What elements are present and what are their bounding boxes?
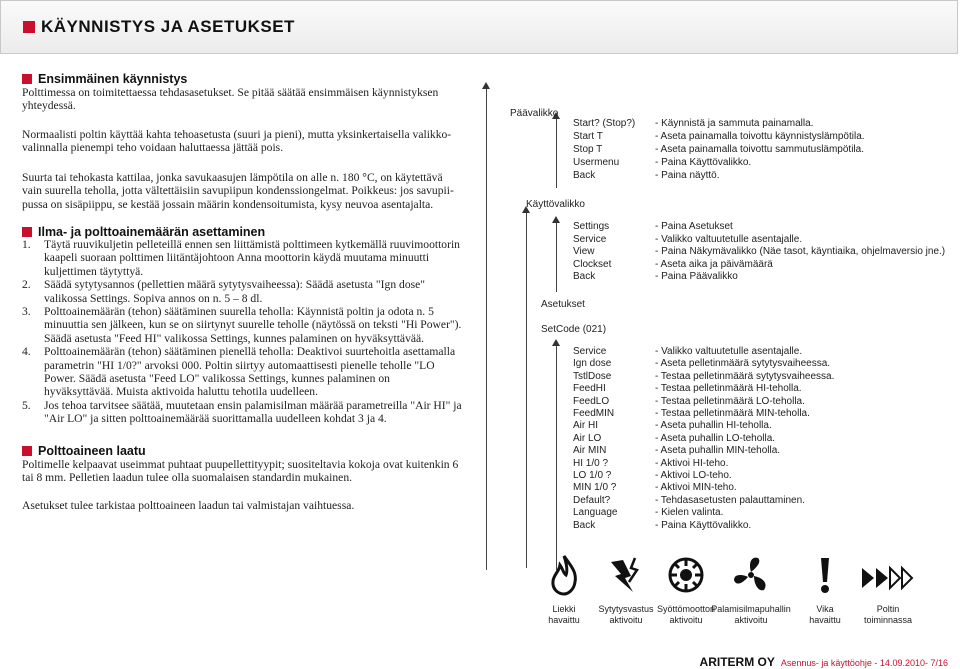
menu-arrow-user-items <box>552 216 560 223</box>
fan-caption: Palamisilmapuhallin aktivoitu <box>711 604 791 625</box>
menu-item-desc: - Kielen valinta. <box>655 507 724 519</box>
step-2: 2. Säädä sytytysannos (pellettien määrä sytytysvaiheessa): Säädä asetusta "Ign dose" valikossa Settings. Sopiva annos on n. 5 – 8 dl. <box>22 278 426 305</box>
flame-caption: Liekki havaittu <box>548 604 580 625</box>
menu-item-desc: - Testaa pelletinmäärä MIN-teholla. <box>655 408 810 419</box>
menu-item-desc: - Aktivoi MIN-teho. <box>655 482 737 494</box>
footer-text: Asennus- ja käyttöohje - 14.09.2010- 7/16 <box>780 658 948 668</box>
menu-line-main <box>486 88 487 570</box>
menu-item-key: Air MIN <box>573 445 607 457</box>
menu-item-desc: - Testaa pelletinmäärä sytytysvaiheessa. <box>655 370 835 382</box>
menu-item-key: Start T <box>573 131 603 142</box>
menu-line-main-items <box>556 118 557 188</box>
step-1: 1. Täytä ruuvikuljetin pelleteillä ennen sen liittämistä polttimeen kytkemällä ruuvimoottorin kaapeli suoraan polttimen liitäntäjohtoon Anna moottorin käydä muutama minuutti kuljettimen täytyttyä. <box>22 238 460 278</box>
fuel-paragraph-1: Poltimelle kelpaavat useimmat puhtaat puupellettityypit; suositeltavia kokoja ovat kuitenkin 6 tai 8 mm. Pelletien laadun tulee olla suomalaisen standardin mukainen. <box>22 458 459 485</box>
fan-icon <box>728 552 774 598</box>
menu-arrow-main <box>482 82 490 89</box>
burner-running-icon <box>858 560 918 596</box>
menu-item-desc: - Aseta puhallin MIN-teholla. <box>655 445 781 457</box>
menu-item-key: Settings <box>573 221 610 232</box>
fault-caption: Vika havaittu <box>809 604 841 625</box>
menu-line-user <box>526 212 527 568</box>
air-steps <box>22 238 462 426</box>
feed-motor-caption: Syöttömoottori aktivoitu <box>656 604 716 625</box>
settings-menu-label: Asetukset <box>541 299 585 310</box>
menu-item-desc: - Aktivoi HI-teho. <box>655 457 729 469</box>
menu-item-key: Back <box>573 170 596 181</box>
menu-item-desc: - Aseta painamalla toivottu käynnistyslämpötila. <box>655 131 865 142</box>
menu-item-desc: - Valikko valtuutetulle asentajalle. <box>655 346 803 357</box>
menu-line-user-items <box>556 222 557 292</box>
flame-icon <box>541 552 587 598</box>
menu-item-key: Language <box>573 507 618 519</box>
step-4: 4. Polttoainemäärän (tehon) säätäminen pienellä teholla: Deaktivoi suurtehoitla asettamalla parametrin "HI 1/0?" arvoksi 000. Poltin siirtyy automaattisesti pienelle teholle "LO Power. Säädä asetusta "Feed LO" valikossa Settings, kunnes palaminen on hyväksyttävää. Muista aktivoida haluttu tehotila uudelleen. <box>22 345 456 399</box>
menu-item-key: TstlDose <box>573 370 612 382</box>
menu-item-key: Clockset <box>573 258 612 270</box>
step-5: 5. Jos tehoa tarvitsee säätää, muutetaan ensin palamisilman määrää parametreilla "Air HI" ja "Air LO" ja sitten polttoainemäärää suorittamalla uudelleen kohdat 3 ja 4. <box>22 398 462 426</box>
fuel-heading: Polttoaineen laatu <box>22 444 146 458</box>
menu-arrow-settings <box>552 339 560 346</box>
menu-item-desc: - Paina Asetukset <box>655 221 733 232</box>
menu-item-desc: - Testaa pelletinmäärä HI-teholla. <box>655 383 802 395</box>
menu-item-key: FeedLO <box>573 395 610 407</box>
feed-motor-icon <box>663 552 709 598</box>
startup-heading: Ensimmäinen käynnistys <box>22 72 187 86</box>
menu-item-key: Air HI <box>573 420 598 432</box>
menu-item-desc: - Paina Käyttövalikko. <box>655 519 752 531</box>
menu-item-desc: - Aseta painamalla toivottu sammutuslämpötila. <box>655 144 864 155</box>
menu-item-desc: - Aseta aika ja päivämäärä <box>655 258 773 270</box>
menu-item-key: LO 1/0 ? <box>573 470 612 481</box>
user-menu-label: Käyttövalikko <box>526 199 585 210</box>
menu-item-key: Default? <box>573 494 611 506</box>
menu-item-desc: - Aseta pelletinmäärä sytytysvaiheessa. <box>655 358 831 370</box>
menu-item-desc: - Paina Käyttövalikko. <box>655 157 752 168</box>
burner-running-caption: Poltin toiminnassa <box>863 604 913 625</box>
menu-item-key: Usermenu <box>573 157 620 168</box>
menu-item-key: FeedHI <box>573 383 606 395</box>
footer-brand: ARITERM OY <box>699 655 775 669</box>
menu-item-key: Back <box>573 271 596 282</box>
menu-item-desc: - Valikko valtuutetulle asentajalle. <box>655 233 803 245</box>
menu-item-desc: - Aktivoi LO-teho. <box>655 470 732 481</box>
page-title: KÄYNNISTYS JA ASETUKSET <box>41 17 295 36</box>
menu-item-key: FeedMIN <box>573 408 615 419</box>
startup-paragraph-1: Polttimessa on toimitettaessa tehdasasetukset. Se pitää säätää ensimmäisen käynnistyksen yhteydessä. <box>22 86 439 113</box>
menu-item-key: Ign dose <box>573 358 612 370</box>
step-3: 3. Polttoainemäärän (tehon) säätäminen suurella teholla: Käynnistä poltin ja odota n. 5 minuuttia sen jälkeen, kun se on siirtynyt suurelle teholle (näytössä on teksti "Hi Power"). Säädä asetusta "Feed HI" valikossa Settings, kunnes palaminen on hyväksyttävää. <box>22 305 462 345</box>
menu-item-desc: - Aseta puhallin HI-teholla. <box>655 420 772 432</box>
menu-item-key: Back <box>573 519 596 531</box>
menu-item-desc: - Tehdasasetusten palauttaminen. <box>655 494 805 506</box>
menu-item-desc: - Testaa pelletinmäärä LO-teholla. <box>655 395 805 407</box>
fault-icon <box>802 552 848 598</box>
menu-item-desc: - Paina näyttö. <box>655 170 720 181</box>
menu-item-key: Start? (Stop?) <box>573 118 636 129</box>
title-marker <box>23 21 35 33</box>
menu-item-desc: - Paina Päävalikko <box>655 271 738 282</box>
fuel-paragraph-2: Asetukset tulee tarkistaa polttoaineen laadun tai valmistajan vaihtuessa. <box>22 499 355 512</box>
menu-item-desc: - Käynnistä ja sammuta painamalla. <box>655 118 814 129</box>
ignition-caption: Sytytysvastus aktivoitu <box>598 604 654 625</box>
title-bar <box>0 0 958 54</box>
setcode-label: SetCode (021) <box>541 324 607 335</box>
menu-item-key: Stop T <box>573 144 603 155</box>
menu-item-key: HI 1/0 ? <box>573 457 609 469</box>
menu-item-key: Air LO <box>573 432 602 444</box>
ignition-icon <box>603 552 649 598</box>
menu-item-desc: - Paina Näkymävalikko (Näe tasot, käyntiaika, ohjelmaversio jne.) <box>655 246 946 257</box>
startup-paragraph-3: Suurta tai tehokasta kattilaa, jonka savukaasujen lämpötila on alle n. 180 °C, on käytettävä vain suurella teholla, jotta vältettäisiin savupiipun kondenssiongelmat. Poikkeus: jos savupii-pussa on sisäpiippu, se kestää jossain määrin kondensoitumista, kysy neuvoa asentajalta. <box>22 171 454 211</box>
menu-line-settings <box>556 345 557 570</box>
air-heading: Ilma- ja polttoainemäärän asettaminen <box>22 225 265 239</box>
menu-item-desc: - Aseta puhallin LO-teholla. <box>655 432 776 444</box>
menu-item-key: Service <box>573 233 607 245</box>
menu-item-key: MIN 1/0 ? <box>573 482 617 494</box>
menu-item-key: View <box>573 246 595 257</box>
menu-item-key: Service <box>573 346 607 357</box>
startup-paragraph-2: Normaalisti poltin käyttää kahta tehoasetusta (suuri ja pieni), mutta yksinkertaisella valikko-valinnalla pienempi teho voidaan haluttaessa jättää pois. <box>22 128 452 155</box>
main-menu-label: Päävalikko <box>510 108 559 119</box>
